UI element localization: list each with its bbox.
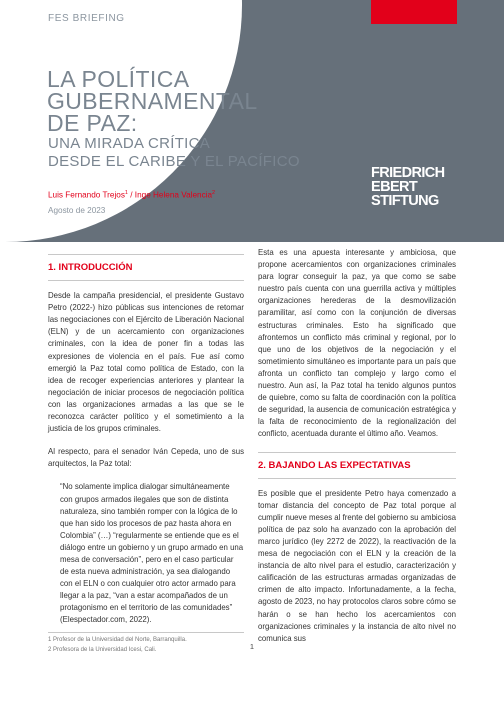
paragraph: Es posible que el presidente Petro haya comenzado a tomar distancia del concepto de Paz total porque al cumplir nueve meses al frente del gobierno su ambiciosa política de paz solo ha avanzado con la aprobación del marco jurídico (ley 2272 de 2022), la reactivación de la mesa de negociación con el ELN y la creación de la instancia de alto nivel para el estudio, caracterización y calificación de las estructuras armadas organizadas de crimen de alto impacto. Infortunadamente, a la fecha, agosto de 2023, no hay protocolos claros sobre cómo se harán o se han hecho los acercamientos con organizaciones criminales y la instancia de alto nivel no comunica sus xyxy=(258,488,456,643)
footnote-mark-2: 2 xyxy=(212,190,216,196)
right-column xyxy=(258,247,456,656)
paragraph: Desde la campaña presidencial, el presidente Gustavo Petro (2022-) hizo públicas sus intenciones de retomar las negociaciones con el Ejército de Liberación Nacional (ELN) y de un acercamiento con organizaciones criminales, con la idea de poner fin a todas las expresiones de violencia en el país. Fue así como emergió la Paz total como política de Estado, con la idea de recoger experiencias anteriores y plantear la negociación de iniciar procesos de negociación política con las organizaciones armadas a las que se le reconozca carácter político y el sometimiento a la justicia de los grupos criminales. xyxy=(48,291,244,434)
fes-logo xyxy=(371,166,445,208)
footnote: 2 Profesora de la Universidad Icesi, Cali. xyxy=(48,646,157,653)
title-line: GUBERNAMENTAL xyxy=(47,88,258,114)
footnote: 1 Profesor de la Universidad del Norte, Barranquilla. xyxy=(48,637,187,643)
series-label: FES BRIEFING xyxy=(48,13,125,24)
block-quote: “No solamente implica dialogar simultáneamente con grupos armados ilegales que son de distinta naturaleza, sino también romper con la lógica de lo que han sido los procesos de paz hasta ahora en Colombia” (…) “regularmente se entiende que es el diálogo entre un gobierno y un grupo armado en una mesa de conversación”, pero en el caso particular de esta nueva administración, ya sea dialogando con el ELN o con cualquier otro actor armado para llegar a la paz, “van a estar acompañados de un protagonismo en el territorio de las comunidades” (Elespectador.com, 2022). xyxy=(60,482,244,625)
red-accent-box xyxy=(371,0,457,24)
document-subtitle xyxy=(48,135,300,171)
author-1: Luis Fernando Trejos xyxy=(48,190,125,200)
author-2: / Inge Helena Valencia xyxy=(127,190,213,200)
title-line: DE PAZ: xyxy=(47,110,138,136)
section-heading-introduccion: 1. INTRODUCCIÓN xyxy=(48,254,244,281)
publication-date: Agosto de 2023 xyxy=(48,206,106,215)
authors xyxy=(48,190,215,200)
page-number: 1 xyxy=(249,642,255,651)
subtitle-line: DESDE EL CARIBE Y EL PACÍFICO xyxy=(48,153,300,170)
left-column xyxy=(48,254,244,638)
paragraph: Al respecto, para el senador Iván Cepeda, uno de sus arquitectos, la Paz total: xyxy=(48,447,244,469)
subtitle-line: UNA MIRADA CRÍTICA xyxy=(48,135,211,152)
paragraph: Esta es una apuesta interesante y ambiciosa, que propone acercamientos con organizaciones criminales para lograr conseguir la paz, ya que como se sabe nuestro país cuenta con una guerrilla activa y múltiples organizaciones herederas de la desmovilización paramilitar, así como con la conjunción de diversas estructuras criminales. Esto ha significado que afrontemos un conflicto más criminal y regional, por lo que uno de los objetivos de la negociación y el sometimiento simultáneo es importante para un país que afronta un conflicto tan complejo y largo como el nuestro. Aun así, la Paz total ha tenido algunos puntos de quiebre, como su falta de coordinación con la política de seguridad, la ausencia de comunicación estratégica y la falta de reconocimiento de la regionalización del conflicto, acentuada durante el último año. Veamos. xyxy=(258,248,456,439)
section-heading-expectativas: 2. BAJANDO LAS EXPECTATIVAS xyxy=(258,452,456,479)
footnote-mark-1: 1 xyxy=(124,190,128,196)
document-title xyxy=(47,68,258,134)
logo-line: EBERT xyxy=(371,179,418,195)
title-line: LA POLÍTICA xyxy=(47,66,190,92)
header-band xyxy=(0,0,504,242)
logo-line: FRIEDRICH xyxy=(371,165,445,181)
logo-line: STIFTUNG xyxy=(371,193,439,209)
